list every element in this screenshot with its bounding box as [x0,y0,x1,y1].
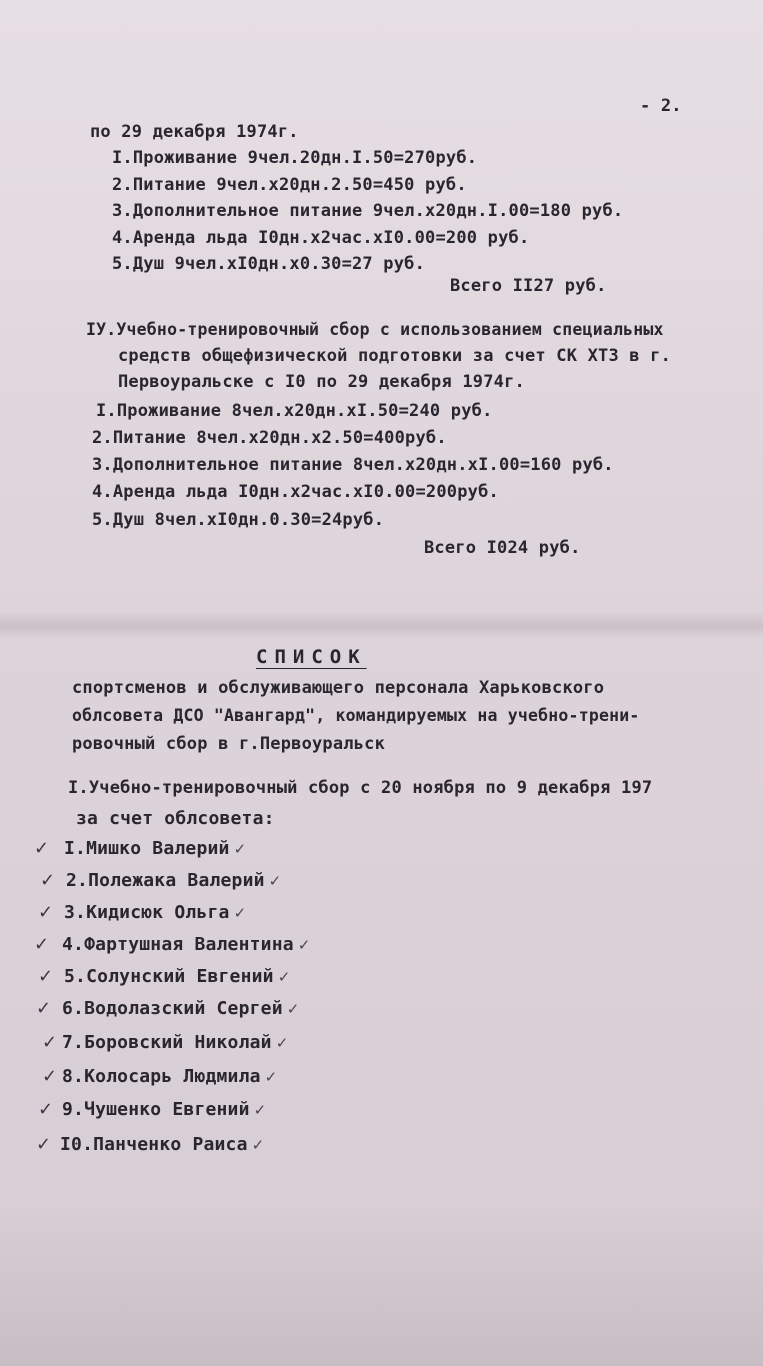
list-name-6 [62,998,300,1019]
check-mark-icon: ✓ [277,968,291,986]
check-mark-icon: ✓ [34,934,50,955]
section-a-item-2: 2.Питание 9чел.х20дн.2.50=450 руб. [112,175,467,195]
page-number: - 2. [640,96,682,116]
list-name-5 [64,966,290,987]
section-iv-total: Всего I024 руб. [424,538,581,558]
list-title: СПИСОК [256,646,367,668]
check-mark-icon: ✓ [251,1136,265,1154]
check-mark-icon: ✓ [38,1099,54,1120]
section-iv-heading-3: Первоуральске с I0 по 29 декабря 1974г. [118,372,525,392]
section-iv-item-5: 5.Душ 8чел.хI0дн.0.30=24руб. [92,510,385,530]
section-a-item-1: I.Проживание 9чел.20дн.I.50=270руб. [112,148,478,168]
check-mark-icon: ✓ [40,870,56,891]
check-mark-icon: ✓ [42,1066,58,1087]
list-name-10 [60,1134,264,1155]
list-name-text: 2.Полежака Валерий [66,870,265,891]
section-iv-item-3: 3.Дополнительное питание 8чел.х20дн.хI.00=160 руб. [92,455,614,475]
list-name-2 [66,870,281,891]
list-name-text: 5.Солунский Евгений [64,966,274,987]
check-mark-icon: ✓ [297,936,311,954]
check-mark-icon: ✓ [38,966,54,987]
page-fold [0,612,763,638]
list-name-3 [64,902,246,923]
check-mark-icon: ✓ [275,1034,289,1052]
section-iv-heading-1: IУ.Учебно-тренировочный сбор с использованием специальных [86,320,664,339]
list-section-heading-1: I.Учебно-тренировочный сбор с 20 ноября по 9 декабря 197 [68,778,653,798]
list-name-text: 8.Колосарь Людмила [62,1066,261,1087]
section-iv-item-1: I.Проживание 8чел.х20дн.хI.50=240 руб. [96,401,493,421]
check-mark-icon: ✓ [233,840,247,858]
check-mark-icon: ✓ [36,998,52,1019]
list-name-4 [62,934,311,955]
section-a-continuation: по 29 декабря 1974г. [90,122,299,142]
section-a-item-3: 3.Дополнительное питание 9чел.х20дн.I.00=180 руб. [112,201,624,221]
section-a-item-4: 4.Аренда льда I0дн.х2час.хI0.00=200 руб. [112,228,530,248]
list-section-heading-2: за счет облсовета: [76,808,275,829]
section-a-total: Всего II27 руб. [450,276,607,296]
list-name-text: 3.Кидисюк Ольга [64,902,230,923]
list-name-9 [62,1099,266,1120]
check-mark-icon: ✓ [268,872,282,890]
section-iv-item-4: 4.Аренда льда I0дн.х2час.хI0.00=200руб. [92,482,499,502]
check-mark-icon: ✓ [253,1101,267,1119]
list-subtitle-3: ровочный сбор в г.Первоуральск [72,734,386,754]
check-mark-icon: ✓ [38,902,54,923]
check-mark-icon: ✓ [264,1068,278,1086]
list-name-text: I0.Панченко Раиса [60,1134,248,1155]
list-name-8 [62,1066,277,1087]
list-name-1 [64,838,246,859]
list-name-text: 4.Фартушная Валентина [62,934,294,955]
list-name-text: 9.Чушенко Евгений [62,1099,250,1120]
list-subtitle-1: спортсменов и обслуживающего персонала Харьковского [72,678,605,698]
check-mark-icon: ✓ [34,838,50,859]
check-mark-icon: ✓ [233,904,247,922]
list-name-text: 7.Боровский Николай [62,1032,272,1053]
section-iv-item-2: 2.Питание 8чел.х20дн.х2.50=400руб. [92,428,447,448]
list-name-text: I.Мишко Валерий [64,838,230,859]
check-mark-icon: ✓ [36,1134,52,1155]
paper-shadow [0,1206,763,1366]
section-iv-heading-2: средств общефизической подготовки за счет СК ХТЗ в г. [118,346,672,366]
section-a-item-5: 5.Душ 9чел.хI0дн.х0.30=27 руб. [112,254,426,274]
check-mark-icon: ✓ [42,1032,58,1053]
list-subtitle-2: облсовета ДСО "Авангард", командируемых на учебно-трени- [72,706,640,725]
check-mark-icon: ✓ [286,1000,300,1018]
list-name-text: 6.Водолазский Сергей [62,998,283,1019]
list-name-7 [62,1032,288,1053]
